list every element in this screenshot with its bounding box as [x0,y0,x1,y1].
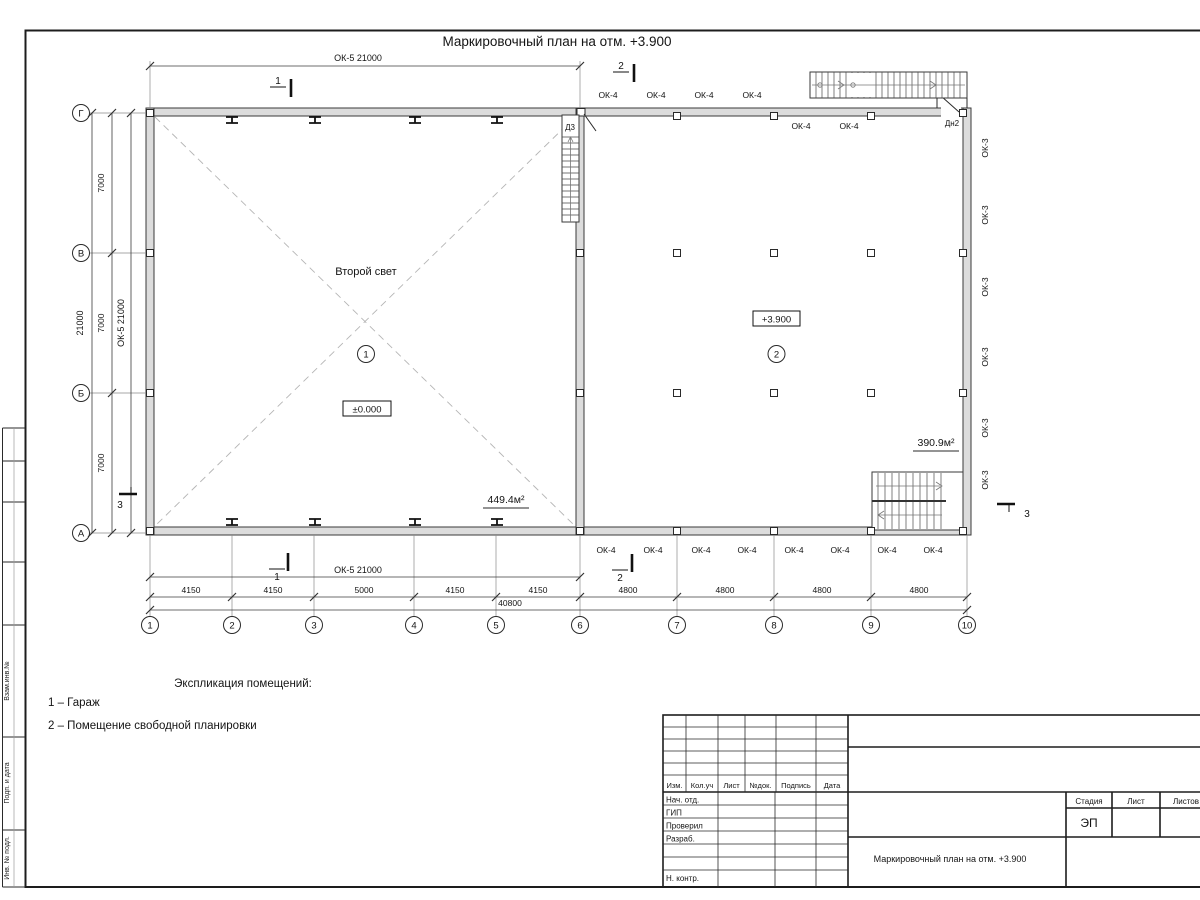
dim-bay-0: 4150 [181,585,201,595]
axis-row-v: В [77,248,85,260]
column-marks [147,110,967,535]
axis-col-7: 7 [674,620,680,632]
axis-col-1: 1 [147,620,153,632]
tb-row-nach-otd: Нач. отд. [666,795,700,805]
dim-left-7000-0: 7000 [96,173,106,193]
ok4-bottom-6: ОК-4 [877,545,897,555]
ok3-right-0: ОК-3 [980,138,990,158]
room1-number: 1 [363,349,369,361]
tb-h-ndok: №док. [749,781,772,790]
dim-bay-2: 5000 [354,585,374,595]
tb-h-koluch: Кол.уч [690,781,714,790]
sheet-frame [3,31,1200,888]
wall-right [963,108,971,535]
pilasters-top-wall [226,117,503,123]
pilasters-bottom-wall [226,519,503,525]
dim-top-label: ОК-5 21000 [334,53,382,63]
dim-left-7000-1: 7000 [96,313,106,333]
title-block [663,715,1200,887]
building [146,72,971,535]
room2-area: 390.9м² [917,437,955,449]
ok4-bottom-3: ОК-4 [737,545,757,555]
legend-heading: Экспликация помещений: [174,678,312,690]
ok4-bottom-2: ОК-4 [691,545,711,555]
ok3-right-4: ОК-3 [980,418,990,438]
dim-bay-1: 4150 [263,585,283,595]
section-3-right-label: 3 [1024,509,1030,520]
dim-bottom-label: ОК-5 21000 [334,565,382,575]
dim-bay-5: 4800 [618,585,638,595]
tb-row-n-kontr: Н. контр. [666,874,700,883]
axis-col-2: 2 [229,620,235,632]
legend-item-2: 2 – Помещение свободной планировки [48,720,257,732]
tb-row-gip: ГИП [666,808,682,818]
stair-ext-connectors [937,98,967,108]
axis-row-g: Г [78,108,84,120]
tb-h-izm: Изм. [666,781,683,790]
tb-h-data: Дата [823,781,841,790]
section-1-top-label: 1 [275,76,281,87]
section-2-bottom-label: 2 [617,573,623,584]
legend-item-1: 1 – Гараж [48,697,100,709]
margin-label-podp: Подп. и дата [4,762,11,804]
section-1-bottom-label: 1 [274,572,280,583]
axis-col-9: 9 [868,620,874,632]
section-2-top-label: 2 [618,61,624,72]
tb-row-proveril: Проверил [666,821,703,831]
legend [48,678,312,732]
room1-level: ±0.000 [352,404,382,416]
dim-bay-3: 4150 [445,585,465,595]
axis-row-b: Б [77,388,85,400]
tb-row-razrab: Разраб. [666,834,695,844]
ok4-top-0: ОК-4 [598,90,618,100]
dim-total: 40800 [498,598,522,608]
door-opening-dn2 [941,108,961,117]
wall-bottom [146,527,971,535]
ok4-top-1: ОК-4 [646,90,666,100]
tb-h-listov: Листов [1173,797,1199,806]
axis-col-5: 5 [493,620,499,632]
tb-stage-value: ЭП [1080,816,1098,830]
dim-bay-4: 4150 [528,585,548,595]
ok4-bottom-1: ОК-4 [643,545,663,555]
margin-label-vzam: Взам.инв.№ [4,661,11,701]
room2-level: +3.900 [761,314,792,326]
ok4-bottom-7: ОК-4 [923,545,943,555]
ok4-inner-1: ОК-4 [839,121,859,131]
dim-bay-8: 4800 [909,585,929,595]
axis-col-10: 10 [961,620,973,632]
ok3-right-2: ОК-3 [980,277,990,297]
door-leaf-d3 [584,114,596,131]
ok4-bottom-0: ОК-4 [596,545,616,555]
ok4-inner-0: ОК-4 [791,121,811,131]
axis-row-a: А [77,528,85,540]
void-cross-lines [155,117,575,526]
ok4-top-2: ОК-4 [694,90,714,100]
margin-label-inv: Инв. № подл. [4,836,11,880]
room-annotations [335,119,959,508]
stair-d3-label: Д3 [565,123,575,132]
dim-left-window: ОК-5 21000 [116,299,126,347]
room2-number: 2 [773,349,780,361]
tb-h-stadiya: Стадия [1075,797,1103,806]
wall-top [146,108,971,116]
ok3-right-1: ОК-3 [980,205,990,225]
stair-bottom-right [872,472,963,530]
door-dn2-label: Дн2 [944,119,960,128]
stair-external-top [810,72,967,108]
tb-h-list: Лист [723,781,740,790]
tb-h-list2: Лист [1127,797,1145,806]
tb-doc-name: Маркировочный план на отм. +3.900 [873,854,1027,864]
axis-col-3: 3 [311,620,317,632]
ok3-right-5: ОК-3 [980,470,990,490]
ok4-top-3: ОК-4 [742,90,762,100]
axis-col-4: 4 [411,620,417,632]
frame-border [26,31,1200,888]
room1-area: 449.4м² [487,494,525,506]
axis-col-6: 6 [577,620,583,632]
dim-left-total: 21000 [75,310,85,336]
tb-h-podpis: Подпись [781,781,811,790]
room1-void-label: Второй свет [335,266,397,278]
ok4-bottom-4: ОК-4 [784,545,804,555]
dim-bay-6: 4800 [715,585,735,595]
ok4-bottom-5: ОК-4 [830,545,850,555]
dim-bay-7: 4800 [812,585,832,595]
ok3-right-3: ОК-3 [980,347,990,367]
dim-left-7000-2: 7000 [96,453,106,473]
page-title: Маркировочный план на отм. +3.900 [442,34,672,49]
wall-left [146,108,154,535]
section-3-left-label: 3 [117,500,123,511]
axis-col-8: 8 [771,620,777,632]
